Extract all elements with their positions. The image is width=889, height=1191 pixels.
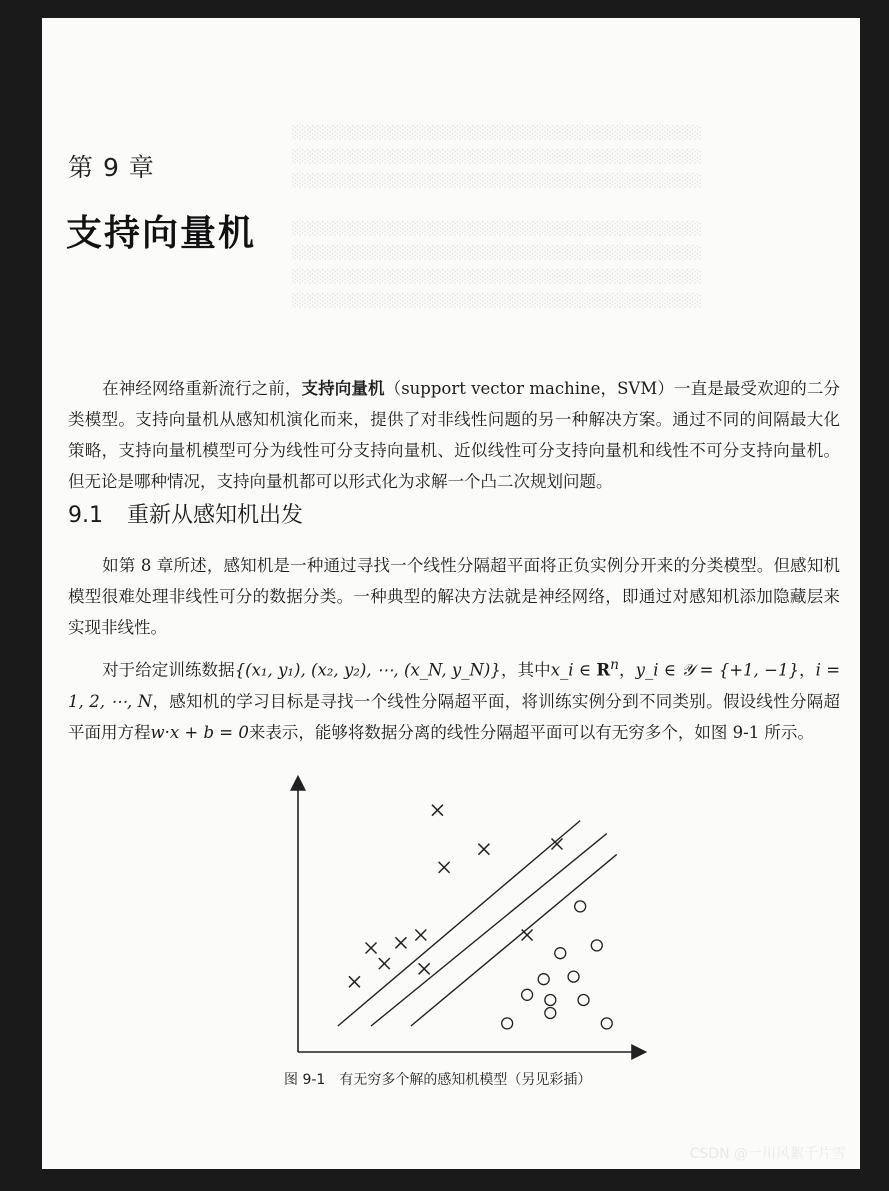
positive-sample-circle	[522, 989, 533, 1000]
chapter-label: 第 9 章	[68, 153, 155, 182]
bleed-through-text: ░░░░░░░░░░░░░░░░░░░░░░░░░░░░░░░░░░░░░░░░░	[292, 294, 702, 309]
negative-sample-cross	[415, 930, 426, 941]
book-page	[42, 18, 860, 1169]
negative-sample-cross	[432, 805, 443, 816]
positive-sample-circle	[545, 995, 556, 1006]
positive-sample-circle	[591, 940, 602, 951]
separating-hyperplane-3	[411, 854, 617, 1026]
index-range-formula: i = 1, 2, ⋯, N	[68, 660, 841, 711]
positive-sample-circle	[502, 1018, 513, 1029]
intro-text-post: （support vector machine，SVM）一直是最受欢迎的二分类模型。支持向量机从感知机演化而来，提供了对非线性问题的另一种解决方案。通过不同的间隔最大化策略，支持向量机模型可分为线性可分支持向量机、近似线性可分支持向量机和线性不可分支持向量机。但无论是哪种情况，支持向量机都可以形式化为求解一个凸二次规划问题。	[68, 379, 840, 491]
positive-sample-circle	[538, 974, 549, 985]
positive-sample-circle	[545, 1008, 556, 1019]
negative-sample-cross	[366, 943, 377, 954]
intro-text-pre: 在神经网络重新流行之前，	[102, 379, 302, 398]
csdn-watermark: CSDN @一川风絮千片雪	[689, 1146, 846, 1162]
figure-number: 图 9-1	[284, 1072, 326, 1088]
negative-sample-cross	[478, 844, 489, 855]
real-space-symbol: R	[596, 660, 611, 680]
paragraph-2	[68, 650, 840, 748]
figure-caption-text: 有无穷多个解的感知机模型（另见彩插）	[339, 1072, 592, 1088]
paragraph-1-text: 如第 8 章所述，感知机是一种通过寻找一个线性分隔超平面将正负实例分开来的分类模型。但感知机模型很难处理非线性可分的数据分类。一种典型的解决方法就是神经网络，即通过对感知机添加隐藏层来实现非线性。	[68, 556, 840, 637]
positive-sample-circle	[575, 901, 586, 912]
p2-part1: 对于给定训练数据	[102, 660, 235, 680]
bleed-through-text: ░░░░░░░░░░░░░░░░░░░░░░░░░░░░░░░░░░░░░░░░░	[292, 126, 702, 141]
negative-sample-cross	[522, 930, 533, 941]
p2-sep2: ，	[798, 660, 816, 680]
positive-sample-circle	[555, 948, 566, 959]
intro-paragraph	[68, 373, 840, 497]
positive-sample-circle	[578, 995, 589, 1006]
p2-part2: ，其中	[500, 660, 551, 680]
section-number: 9.1	[68, 503, 103, 528]
positive-sample-circle	[568, 971, 579, 982]
dimension-superscript: n	[610, 657, 619, 673]
y-domain-formula: y_i ∈ 𝒴 = {+1, −1}	[635, 660, 799, 680]
separating-hyperplane-1	[338, 821, 580, 1026]
section-heading	[68, 498, 303, 529]
bleed-through-text: ░░░░░░░░░░░░░░░░░░░░░░░░░░░░░░░░░░░░░░░░░	[292, 270, 702, 285]
bleed-through-text: ░░░░░░░░░░░░░░░░░░░░░░░░░░░░░░░░░░░░░░░░░	[292, 174, 702, 189]
dataset-formula: {(x₁, y₁), (x₂, y₂), ⋯, (x_N, y_N)}	[234, 660, 501, 680]
intro-term-bold: 支持向量机	[301, 379, 385, 398]
negative-sample-cross	[419, 963, 430, 974]
negative-sample-cross	[379, 958, 390, 969]
x-domain-formula: x_i ∈	[550, 660, 597, 680]
section-title: 重新从感知机出发	[127, 503, 304, 528]
paragraph-1	[68, 550, 840, 643]
perceptron-figure	[278, 770, 658, 1066]
bleed-through-text: ░░░░░░░░░░░░░░░░░░░░░░░░░░░░░░░░░░░░░░░░░	[292, 246, 702, 261]
negative-sample-cross	[395, 937, 406, 948]
bleed-through-text: ░░░░░░░░░░░░░░░░░░░░░░░░░░░░░░░░░░░░░░░░░	[292, 150, 702, 165]
positive-sample-circle	[601, 1018, 612, 1029]
p2-part3: ，感知机的学习目标是寻找一个线性分隔超平面，将训练实例分到不同类别。假设线性分隔超平面用方程	[68, 691, 841, 742]
chapter-title: 支持向量机	[66, 213, 257, 254]
negative-sample-cross	[439, 862, 450, 873]
figure-caption	[284, 1069, 591, 1089]
separating-hyperplane-2	[371, 834, 607, 1026]
bleed-through-text: ░░░░░░░░░░░░░░░░░░░░░░░░░░░░░░░░░░░░░░░░░	[292, 222, 702, 237]
negative-sample-cross	[349, 976, 360, 987]
hyperplane-equation: w·x + b = 0	[150, 722, 249, 742]
p2-sep: ，	[618, 660, 636, 680]
p2-part4: 来表示，能够将数据分离的线性分隔超平面可以有无穷多个，如图 9-1 所示。	[248, 722, 814, 742]
